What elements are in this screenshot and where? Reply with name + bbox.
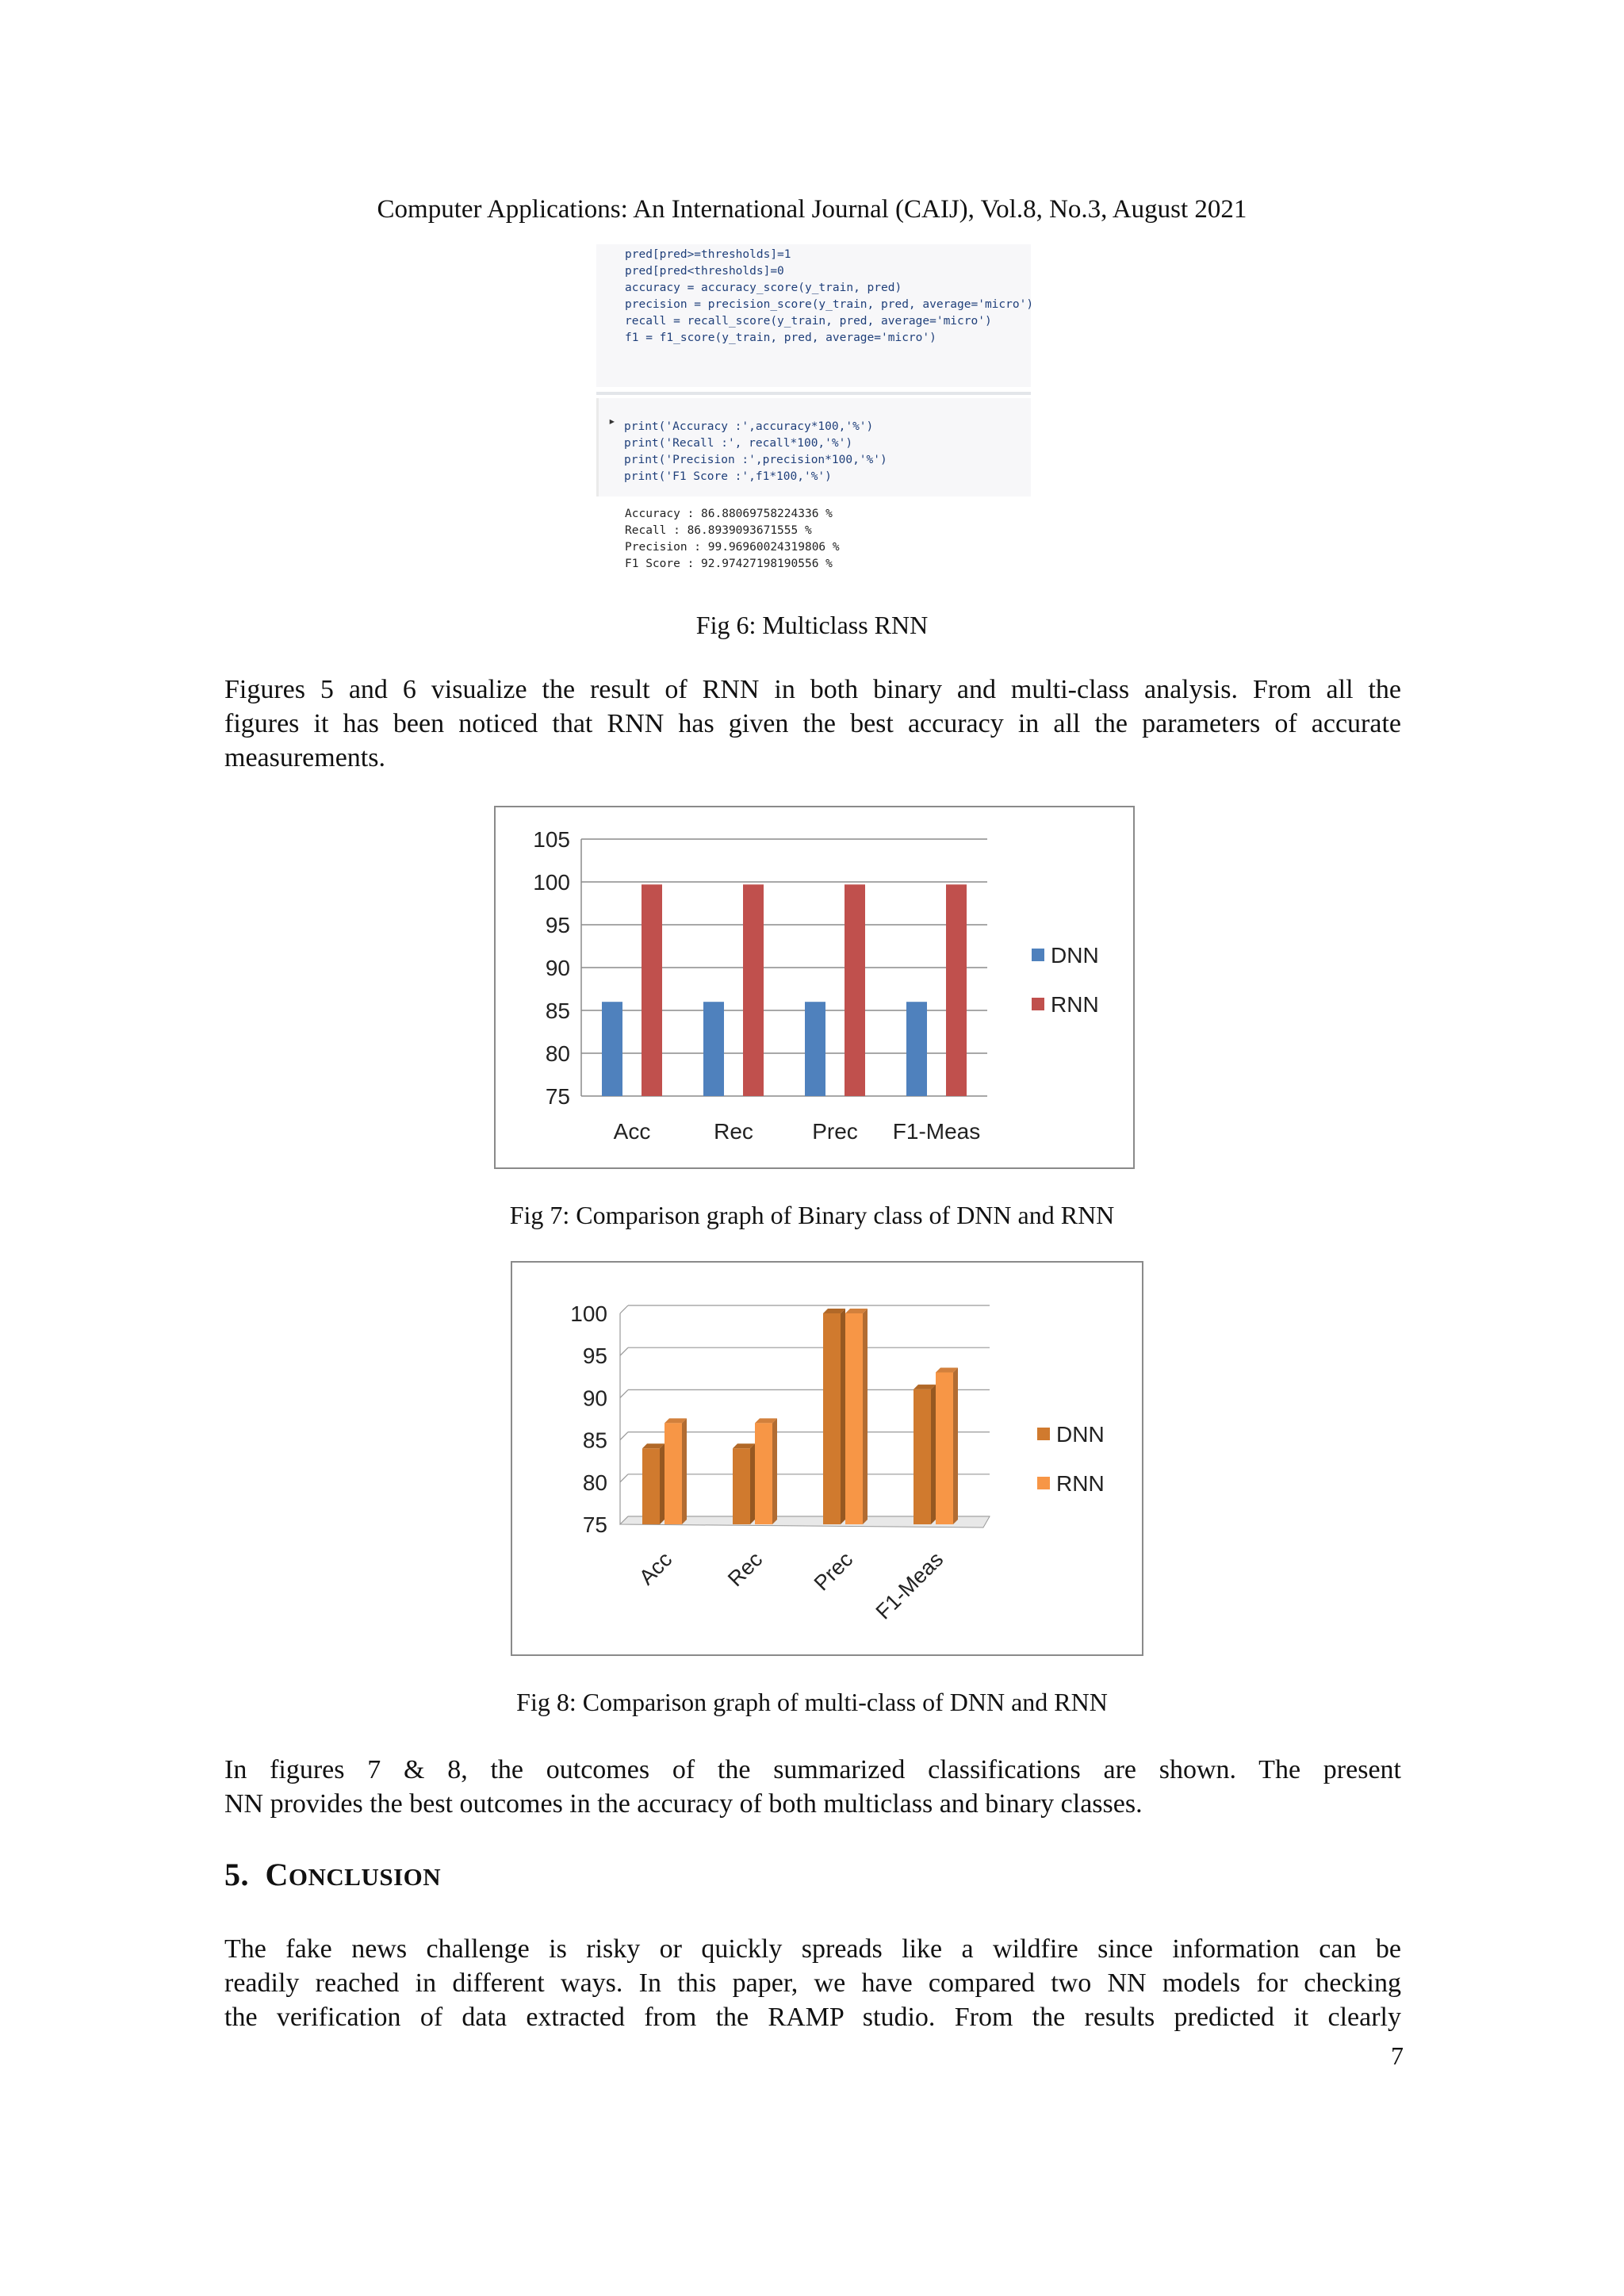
y-tick-label: 80 bbox=[582, 1470, 607, 1495]
bar-side bbox=[772, 1418, 777, 1524]
bar-rnn bbox=[743, 884, 764, 1096]
output-line: Recall : 86.8939093671555 % bbox=[625, 524, 812, 537]
y-tick-label: 95 bbox=[582, 1343, 607, 1369]
x-tick-label: Prec bbox=[812, 1119, 858, 1144]
y-tick-label: 85 bbox=[582, 1428, 607, 1453]
bar-side bbox=[750, 1443, 755, 1524]
fig8-chart-frame bbox=[511, 1261, 1143, 1656]
x-tick-label: F1-Meas bbox=[871, 1547, 948, 1624]
x-tick-label: F1-Meas bbox=[892, 1119, 981, 1144]
y-tick-label: 80 bbox=[545, 1041, 570, 1066]
text-line: figures it has been noticed that RNN has given the best accuracy in all the parameters of accurate bbox=[224, 709, 1401, 738]
bar-rnn bbox=[845, 1313, 863, 1524]
code-cell-2-lines bbox=[624, 419, 887, 485]
y-tick-label: 105 bbox=[533, 827, 570, 852]
text-line: NN provides the best outcomes in the accuracy of both multiclass and binary classes. bbox=[224, 1789, 1143, 1819]
y-tick-label: 75 bbox=[545, 1084, 570, 1109]
fig7-caption: Fig 7: Comparison graph of Binary class of DNN and RNN bbox=[509, 1201, 1115, 1229]
legend-label: RNN bbox=[1056, 1471, 1105, 1496]
code-line: print('Recall :', recall*100,'%') bbox=[624, 437, 853, 450]
running-header: Computer Applications: An International Journal (CAIJ), Vol.8, No.3, August 2021 bbox=[377, 195, 1247, 224]
code-cell-1 bbox=[596, 244, 1034, 387]
text-line: Figures 5 and 6 visualize the result of RNN in both binary and multi-class analysis. From all the bbox=[224, 675, 1401, 704]
code-line: accuracy = accuracy_score(y_train, pred) bbox=[625, 282, 902, 294]
bar-dnn bbox=[906, 1002, 927, 1096]
text-line: In figures 7 & 8, the outcomes of the summarized classifications are shown. The present bbox=[224, 1755, 1401, 1784]
output-line: Precision : 99.96960024319806 % bbox=[625, 541, 840, 554]
bar-dnn bbox=[914, 1389, 931, 1524]
bar-dnn bbox=[703, 1002, 724, 1096]
y-tick-label: 100 bbox=[533, 870, 570, 895]
bar-rnn bbox=[946, 884, 967, 1096]
output-line: F1 Score : 92.97427198190556 % bbox=[625, 558, 833, 570]
x-tick-label: Prec bbox=[809, 1547, 858, 1596]
gridline-side bbox=[620, 1389, 628, 1397]
gridline-side bbox=[620, 1347, 628, 1355]
text-line: the verification of data extracted from the RAMP studio. From the results predicted it clearly bbox=[224, 2003, 1401, 2032]
bar-dnn bbox=[602, 1002, 622, 1096]
bar-rnn bbox=[936, 1372, 953, 1524]
bar-side bbox=[682, 1418, 687, 1524]
legend-swatch bbox=[1032, 949, 1044, 961]
code-screenshot bbox=[596, 244, 1034, 576]
bar-side bbox=[660, 1443, 665, 1524]
fig8-chart bbox=[512, 1263, 1142, 1654]
code-line: recall = recall_score(y_train, pred, average='micro') bbox=[625, 315, 992, 328]
code-line: print('F1 Score :',f1*100,'%') bbox=[624, 470, 832, 483]
x-tick-label: Acc bbox=[634, 1547, 677, 1590]
text-line: The fake news challenge is risky or quickly spreads like a wildfire since information can be bbox=[224, 1934, 1401, 1964]
x-tick-label: Acc bbox=[613, 1119, 651, 1144]
fig7-chart bbox=[496, 807, 1133, 1167]
bar-side bbox=[931, 1385, 936, 1524]
bar-rnn bbox=[845, 884, 865, 1096]
gridline-side bbox=[620, 1474, 628, 1482]
code-output bbox=[625, 506, 840, 573]
x-tick-label: Rec bbox=[714, 1119, 753, 1144]
x-tick-label: Rec bbox=[723, 1547, 768, 1592]
y-tick-label: 85 bbox=[545, 999, 570, 1023]
y-tick-label: 75 bbox=[582, 1512, 607, 1537]
code-cell-2 bbox=[596, 398, 1031, 496]
cell-separator bbox=[596, 392, 1031, 395]
output-line: Accuracy : 86.88069758224336 % bbox=[625, 508, 833, 520]
code-line: pred[pred<thresholds]=0 bbox=[625, 265, 784, 278]
gridline-side bbox=[620, 1432, 628, 1440]
gridline-side bbox=[620, 1305, 628, 1313]
bar-dnn bbox=[805, 1002, 825, 1096]
bar-rnn bbox=[642, 884, 662, 1096]
section-title-rest: ONCLUSION bbox=[288, 1863, 442, 1891]
legend-label: RNN bbox=[1051, 992, 1099, 1017]
section-title-initial: C bbox=[265, 1857, 289, 1892]
bar-dnn bbox=[733, 1448, 750, 1524]
page-number: 7 bbox=[1391, 2041, 1404, 2070]
code-line: f1 = f1_score(y_train, pred, average='micro') bbox=[625, 332, 936, 344]
bar-side bbox=[953, 1367, 958, 1524]
section-heading bbox=[224, 1856, 441, 1893]
code-line: precision = precision_score(y_train, pred, average='micro') bbox=[625, 298, 1034, 311]
fig6-caption: Fig 6: Multiclass RNN bbox=[695, 611, 929, 639]
legend-swatch bbox=[1037, 1477, 1050, 1489]
section-number: 5. bbox=[224, 1857, 249, 1892]
bar-side bbox=[841, 1309, 845, 1524]
fig8-caption: Fig 8: Comparison graph of multi-class of DNN and RNN bbox=[516, 1688, 1108, 1716]
y-tick-label: 95 bbox=[545, 913, 570, 937]
bar-rnn bbox=[665, 1423, 682, 1524]
run-marker-icon: ▸ bbox=[608, 413, 616, 428]
bar-dnn bbox=[823, 1313, 841, 1524]
bar-dnn bbox=[642, 1448, 660, 1524]
paragraph-1 bbox=[224, 673, 1401, 775]
code-line: print('Precision :',precision*100,'%') bbox=[624, 454, 887, 466]
bar-side bbox=[863, 1309, 868, 1524]
text-line: measurements. bbox=[224, 743, 385, 772]
fig7-chart-frame bbox=[494, 806, 1135, 1169]
legend-swatch bbox=[1032, 998, 1044, 1010]
paragraph-2 bbox=[224, 1753, 1401, 1821]
code-line: pred[pred>=thresholds]=1 bbox=[625, 248, 791, 261]
legend-swatch bbox=[1037, 1428, 1050, 1440]
text-line: readily reached in different ways. In this paper, we have compared two NN models for checking bbox=[224, 1968, 1401, 1998]
legend-label: DNN bbox=[1056, 1422, 1105, 1447]
y-tick-label: 90 bbox=[545, 956, 570, 980]
y-tick-label: 100 bbox=[570, 1301, 607, 1326]
y-tick-label: 90 bbox=[582, 1386, 607, 1411]
bar-rnn bbox=[755, 1423, 772, 1524]
legend-label: DNN bbox=[1051, 943, 1099, 968]
paragraph-3 bbox=[224, 1932, 1401, 2034]
code-cell-1-lines bbox=[625, 247, 1033, 347]
code-line: print('Accuracy :',accuracy*100,'%') bbox=[624, 420, 874, 433]
